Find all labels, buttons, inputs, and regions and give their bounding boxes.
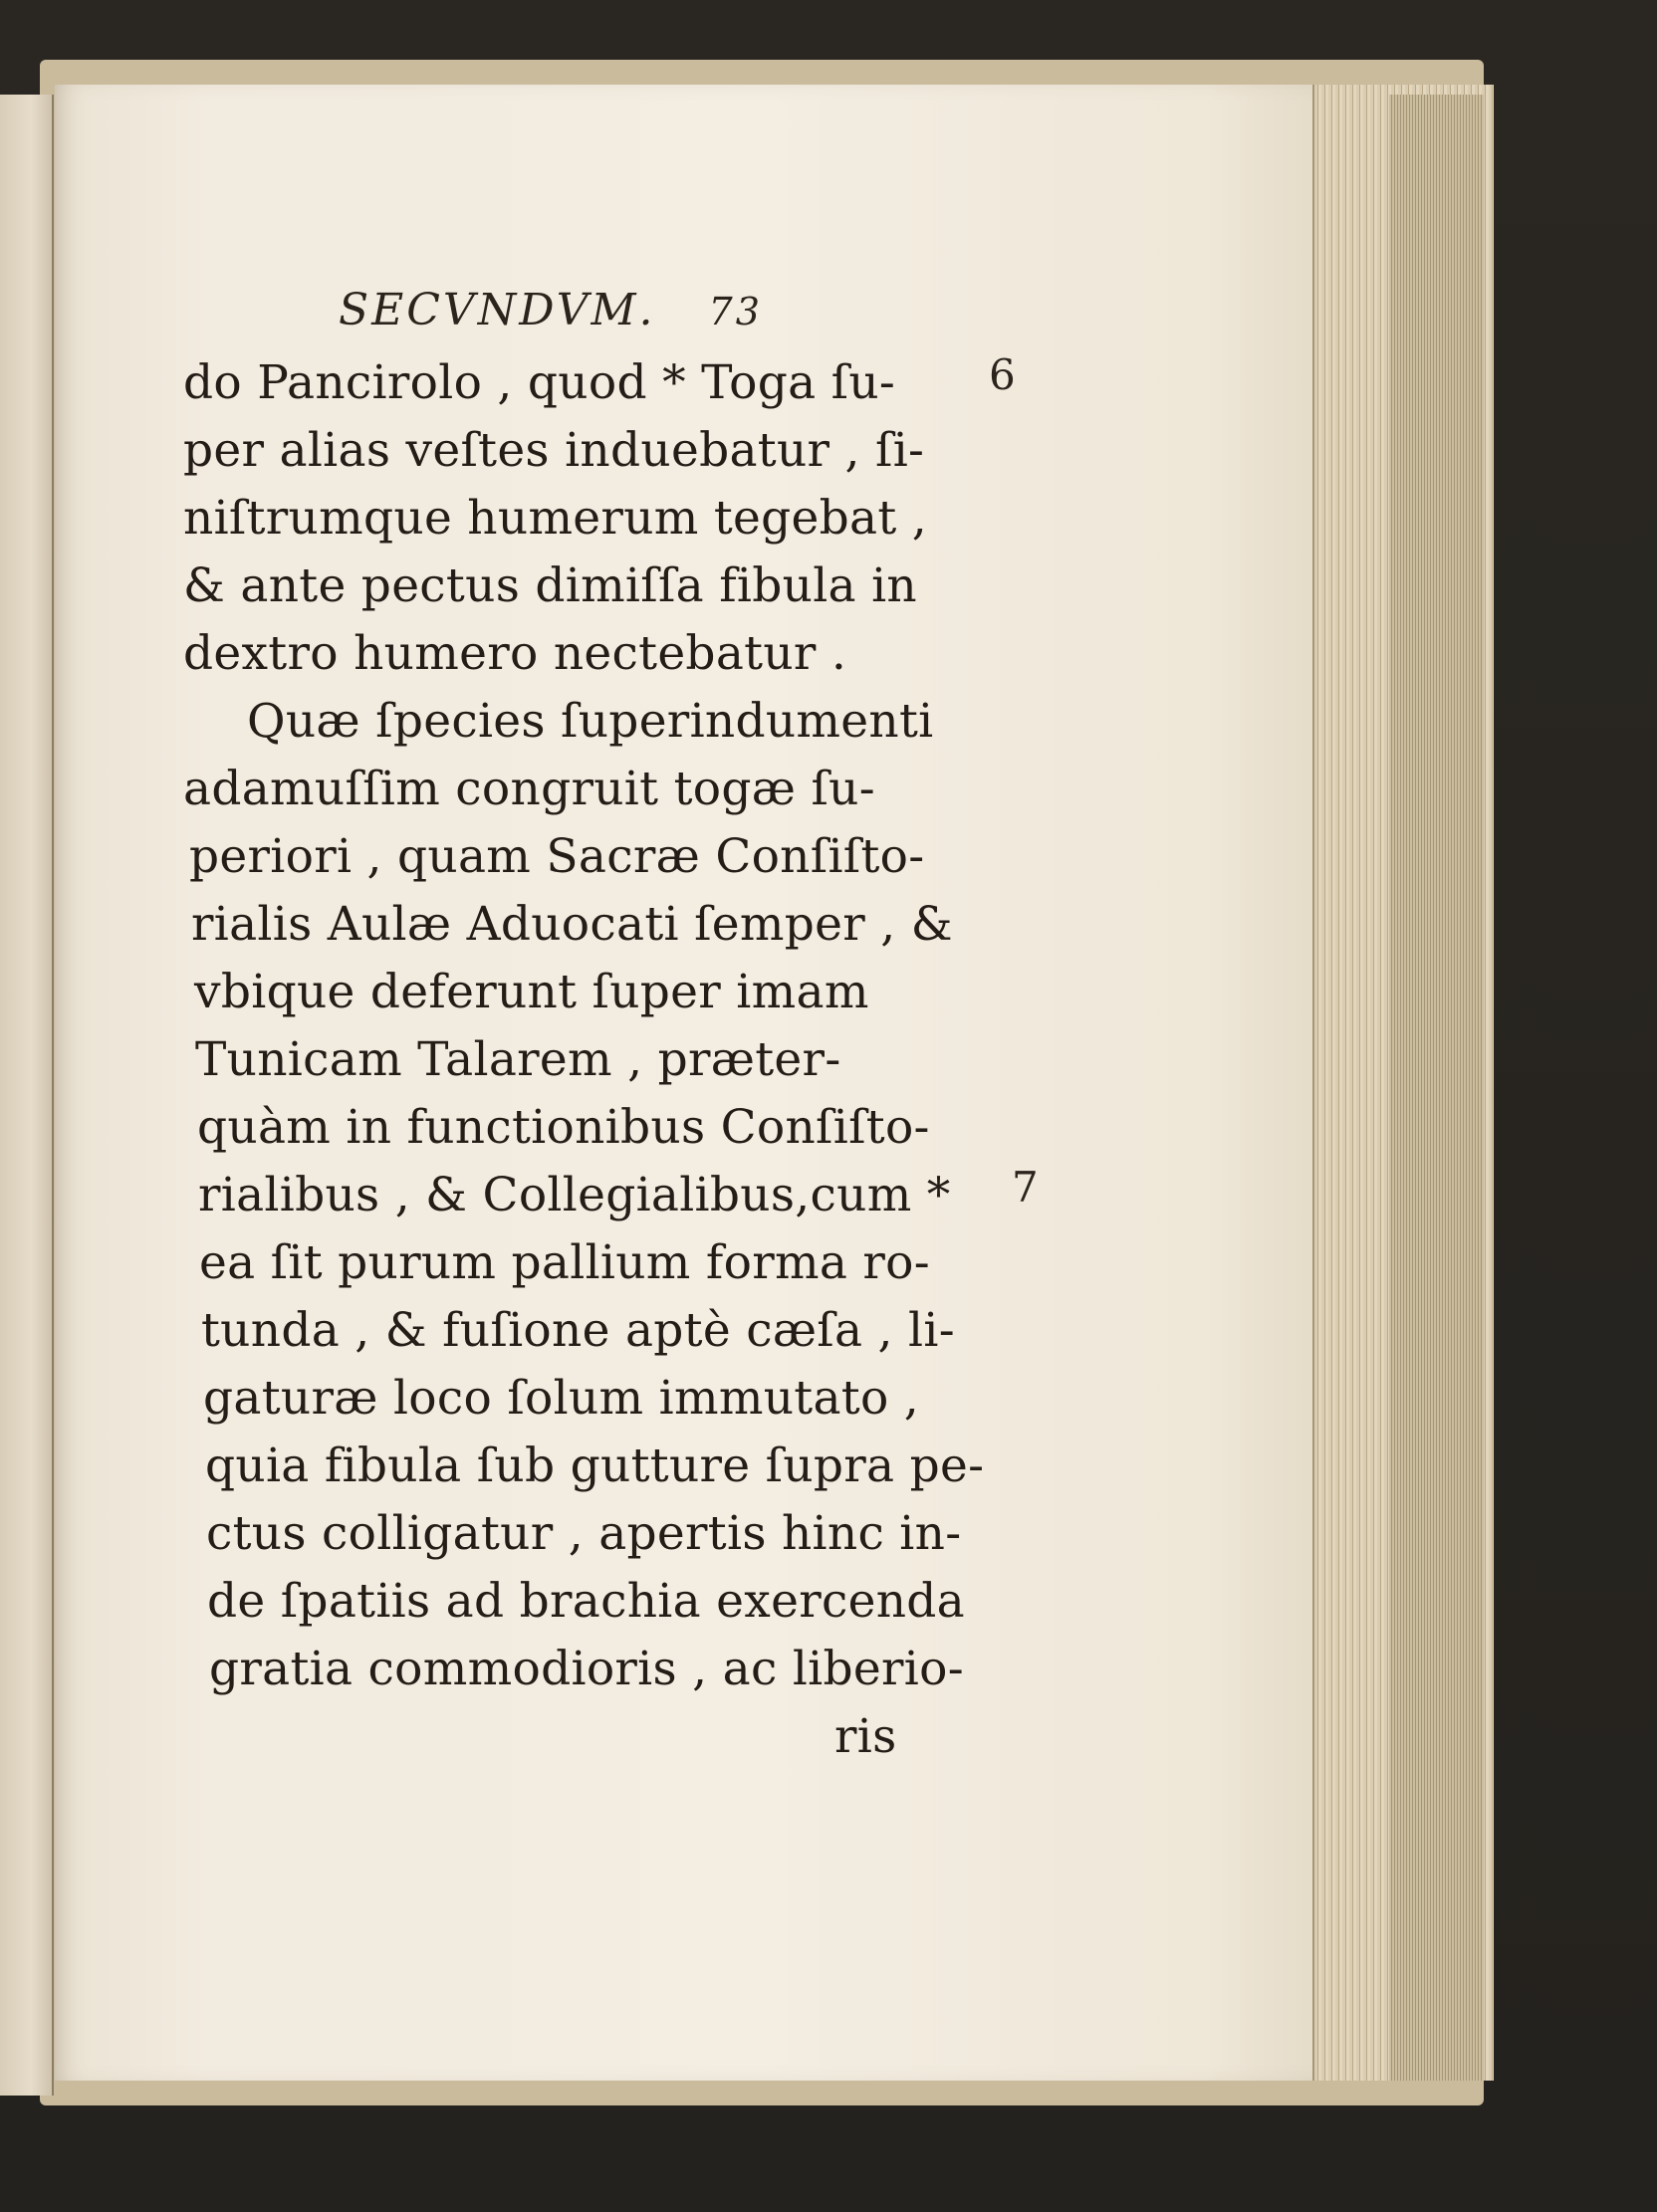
text-line: & ante pectus dimiſſa fibula in bbox=[183, 558, 917, 613]
text-line: do Pancirolo , quod * Toga ſu- bbox=[183, 355, 896, 410]
text-line: periori , quam Sacræ Conſiſto- bbox=[189, 829, 925, 884]
text-line: niſtrumque humerum tegebat , bbox=[183, 491, 928, 546]
text-line: quàm in functionibus Conſiſto- bbox=[197, 1100, 930, 1155]
text-line: per alias veſtes induebatur , ſi- bbox=[183, 423, 925, 478]
text-line: dextro humero nectebatur . bbox=[183, 626, 847, 681]
page-edges-outer bbox=[1389, 95, 1484, 2081]
margin-note-7: 7 bbox=[1012, 1163, 1039, 1212]
text-line: rialibus , & Collegialibus,cum * bbox=[198, 1168, 951, 1222]
running-head bbox=[339, 285, 763, 335]
page-number: 73 bbox=[708, 290, 763, 333]
text-line: vbique deferunt ſuper imam bbox=[194, 965, 869, 1019]
catchword: ris bbox=[834, 1709, 897, 1764]
text-line: Tunicam Talarem , præter- bbox=[195, 1032, 841, 1087]
text-line: Quæ ſpecies ſuperindumenti bbox=[247, 694, 934, 749]
previous-page-edge bbox=[0, 95, 54, 2096]
text-line: adamuſſim congruit togæ ſu- bbox=[183, 762, 875, 816]
text-line: tunda , & fuſione aptè cæſa , li- bbox=[201, 1303, 955, 1358]
margin-note-6: 6 bbox=[989, 350, 1016, 399]
running-title: SECVNDVM. bbox=[339, 285, 656, 335]
text-line: rialis Aulæ Aduocati ſemper , & bbox=[191, 897, 953, 952]
text-line: ctus colligatur , apertis hinc in- bbox=[206, 1506, 962, 1561]
text-line: ea ſit purum pallium forma ro- bbox=[199, 1235, 930, 1290]
text-line: gratia commodioris , ac liberio- bbox=[209, 1642, 964, 1696]
text-line: de ſpatiis ad brachia exercenda bbox=[207, 1574, 965, 1629]
text-line: quia fibula ſub gutture ſupra pe- bbox=[205, 1438, 985, 1493]
text-line: gaturæ loco ſolum immutato , bbox=[203, 1371, 920, 1426]
